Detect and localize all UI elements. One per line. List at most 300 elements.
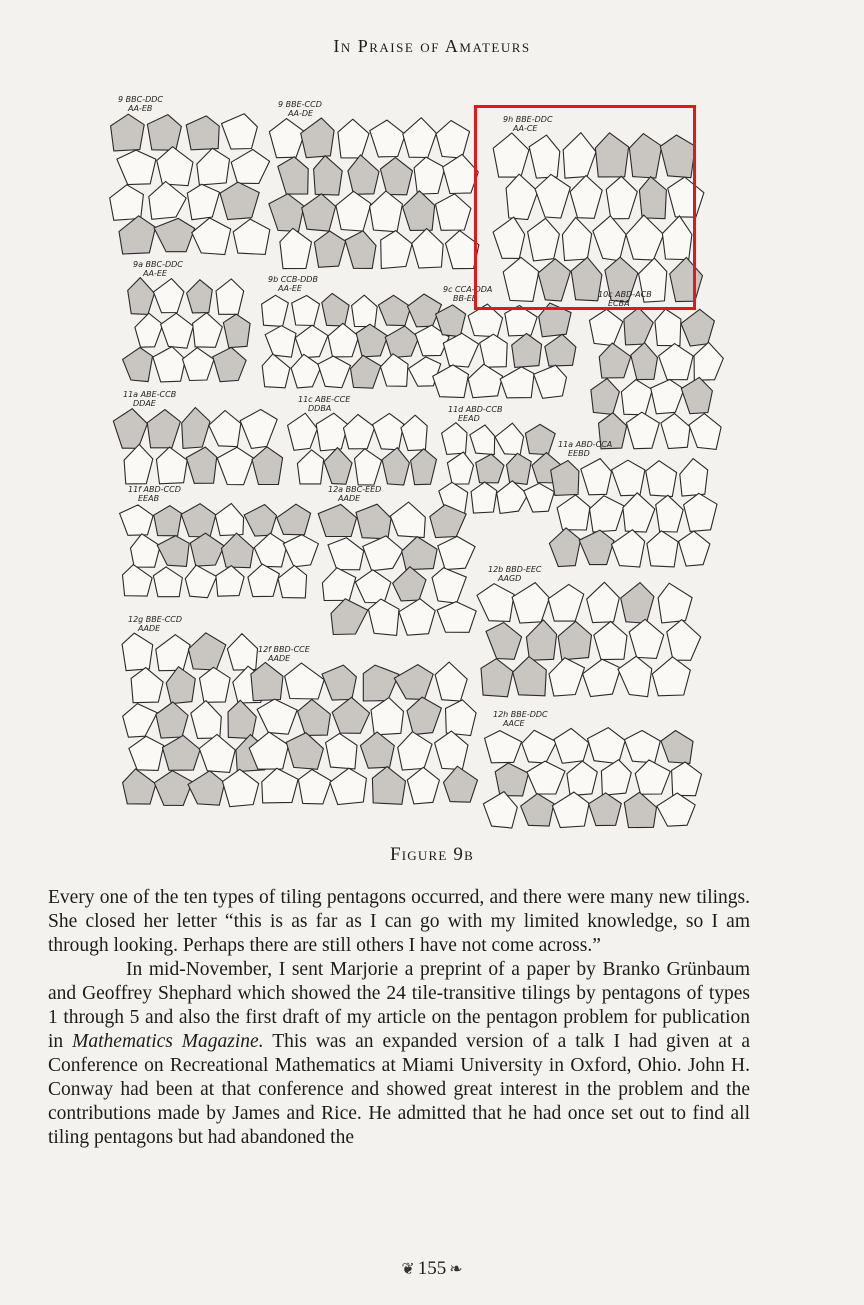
pentagon-tile xyxy=(652,657,690,696)
pentagon-tile xyxy=(302,194,336,231)
pentagon-tile xyxy=(249,732,288,769)
pentagon-tile xyxy=(438,536,475,569)
pentagon-tile xyxy=(301,118,334,158)
pentagon-tile xyxy=(512,334,542,368)
pentagon-tile xyxy=(123,704,158,738)
pentagon-tile xyxy=(549,528,580,567)
pentagon-tile xyxy=(314,156,343,195)
pentagon-tile xyxy=(318,504,356,536)
pentagon-tile xyxy=(240,410,277,449)
pentagon-tile xyxy=(393,567,426,601)
panel-label: 9 BBE-CCD xyxy=(278,100,322,109)
pentagon-tile xyxy=(157,147,193,186)
pentagon-tile xyxy=(182,408,210,449)
tiling-panel xyxy=(123,260,251,382)
pentagon-tile xyxy=(647,531,678,567)
panel-label: 12f BBD-CCE xyxy=(258,645,310,654)
pentagon-tile xyxy=(244,505,276,537)
pentagon-tile xyxy=(656,495,684,532)
pentagon-tile xyxy=(222,114,258,149)
pentagon-tile xyxy=(154,279,184,313)
pentagon-tile xyxy=(435,731,468,770)
pentagon-tile xyxy=(444,766,478,802)
pentagon-tile xyxy=(269,119,305,158)
journal-title: Mathematics Magazine. xyxy=(72,1031,264,1052)
pentagon-tile xyxy=(525,424,555,454)
pentagon-tile xyxy=(399,599,435,636)
panel-label-code: EEBD xyxy=(568,449,590,458)
pentagon-tile xyxy=(591,379,620,415)
pentagon-tile xyxy=(181,504,216,537)
panel-label-code: DDBA xyxy=(308,404,332,413)
pentagon-tile xyxy=(283,535,318,567)
panel-label: 12h BBE-DDC xyxy=(493,710,548,719)
pentagon-tile xyxy=(398,732,432,770)
pentagon-tile xyxy=(188,633,225,670)
pentagon-tile xyxy=(681,377,712,413)
pentagon-tile xyxy=(403,118,437,158)
pentagon-tile xyxy=(187,280,213,313)
pentagon-tile xyxy=(590,496,625,532)
pentagon-tile xyxy=(631,343,658,380)
pentagon-tile xyxy=(330,768,367,804)
pentagon-tile xyxy=(372,767,405,805)
pentagon-tile xyxy=(123,565,153,597)
pentagon-tile xyxy=(147,410,180,448)
pentagon-tile xyxy=(153,567,182,597)
pentagon-tile xyxy=(447,452,473,484)
pentagon-tile xyxy=(500,367,534,398)
pentagon-tile xyxy=(220,182,259,220)
pentagon-tile xyxy=(432,568,466,603)
pentagon-tile xyxy=(262,354,290,388)
tiling-panel xyxy=(549,440,717,567)
pentagon-tile xyxy=(401,415,427,450)
pentagon-tile xyxy=(216,279,244,314)
pentagon-tile xyxy=(352,295,378,326)
pentagon-tile xyxy=(659,344,694,380)
pentagon-tile xyxy=(161,313,194,348)
pentagon-tile xyxy=(623,493,655,532)
pentagon-tile xyxy=(322,293,349,326)
pentagon-tile xyxy=(579,530,614,565)
pentagon-tile xyxy=(370,191,403,232)
pentagon-tile xyxy=(288,413,318,450)
pentagon-tile xyxy=(338,119,369,158)
pentagon-tile xyxy=(626,412,659,449)
pentagon-tile xyxy=(495,423,523,455)
pentagon-tile xyxy=(548,584,584,621)
pentagon-tile xyxy=(581,459,612,495)
tiling-panel xyxy=(122,615,270,807)
pentagon-tile xyxy=(621,583,654,624)
pentagon-tile xyxy=(601,760,631,796)
pentagon-tile xyxy=(661,414,690,449)
pentagon-tile xyxy=(667,620,701,661)
pentagon-tile xyxy=(227,634,257,670)
pentagon-tile xyxy=(486,623,522,660)
pentagon-tile xyxy=(209,411,241,447)
pentagon-tile xyxy=(187,184,219,219)
pentagon-tile xyxy=(185,565,216,598)
pentagon-tile xyxy=(554,728,589,763)
pentagon-tile xyxy=(191,701,222,739)
pentagon-tile xyxy=(186,447,216,483)
panel-label: 12a BBC-EED xyxy=(328,485,382,494)
panel-label: 9 BBC-DDC xyxy=(118,95,163,104)
pentagon-tile xyxy=(407,697,441,735)
panel-label: 9h BBE-DDC xyxy=(503,115,553,124)
pentagon-tile xyxy=(166,667,195,704)
pentagon-tile xyxy=(394,665,433,700)
pentagon-tile xyxy=(356,504,391,539)
pentagon-tile xyxy=(217,447,253,484)
pentagon-tile xyxy=(381,354,409,387)
tiling-panel xyxy=(113,390,282,485)
pentagon-tile xyxy=(589,793,622,826)
panel-label: 9c CCA-DDA xyxy=(443,285,493,294)
pentagon-tile xyxy=(587,582,620,622)
left-leaf-ornament-icon: ❦ xyxy=(401,1261,415,1278)
pentagon-tile xyxy=(689,414,721,450)
pentagon-tile xyxy=(681,309,714,346)
pentagon-tile xyxy=(624,792,656,827)
pentagon-tile xyxy=(599,343,631,378)
pentagon-tile xyxy=(157,536,189,567)
panel-label-code: AA-EB xyxy=(128,104,153,113)
pentagon-tile xyxy=(113,409,147,449)
pentagon-tile xyxy=(292,296,320,326)
pentagon-tile xyxy=(188,771,225,805)
tiling-panel xyxy=(269,100,479,269)
pentagon-tile xyxy=(122,633,153,671)
pentagon-tile xyxy=(567,761,597,796)
pentagon-tile xyxy=(131,534,161,567)
panel-label-code: AADE xyxy=(338,494,361,503)
pentagon-tile xyxy=(513,657,547,696)
pentagon-tile xyxy=(624,731,660,763)
pentagon-tile xyxy=(280,228,312,268)
pentagon-tile xyxy=(635,760,670,794)
pentagon-tile xyxy=(298,770,331,804)
pentagon-tile xyxy=(192,218,231,255)
pentagon-tile xyxy=(558,621,591,660)
pentagon-tile xyxy=(131,668,163,703)
pentagon-tile xyxy=(265,326,296,358)
pentagon-tile xyxy=(186,116,219,150)
pentagon-tile xyxy=(355,449,382,485)
pentagon-tile xyxy=(583,659,621,696)
body-text xyxy=(48,886,750,1150)
pentagon-tile xyxy=(223,769,259,806)
paragraph-2-start: In mid-November, I sent Marjorie a preprint of a paper by Branko Grünbaum and Geoffrey Shephard which showed the 24 tile-transitive tilings by pentagons of types 1 through 5 and also the first draft of my article on the pentagon problem for publication in xyxy=(48,959,750,1052)
page-number xyxy=(0,1258,864,1280)
pentagon-tile xyxy=(162,735,200,770)
pentagon-tile xyxy=(228,700,256,738)
pentagon-tile xyxy=(373,413,404,449)
pentagon-tile xyxy=(507,453,532,484)
panel-label-code: EEAB xyxy=(138,494,160,503)
pentagon-tile xyxy=(408,294,442,327)
pentagon-tile xyxy=(651,380,684,414)
panel-label: 11a ABE-CCB xyxy=(123,390,177,399)
pentagon-tile xyxy=(495,763,528,796)
pentagon-tile xyxy=(403,191,435,231)
tiling-panel xyxy=(590,290,724,449)
pentagon-tile xyxy=(153,347,186,382)
pentagon-tile xyxy=(154,218,195,251)
pentagon-tile xyxy=(612,530,645,567)
pentagon-tile xyxy=(380,157,412,194)
pentagon-tile xyxy=(436,194,471,230)
pentagon-tile xyxy=(368,599,399,635)
tiling-panel xyxy=(110,95,270,255)
pentagon-tile xyxy=(111,114,145,151)
pentagon-tile xyxy=(446,700,477,736)
pentagon-tile xyxy=(156,702,188,738)
pentagon-tile xyxy=(221,533,253,568)
pentagon-tile xyxy=(483,792,517,828)
pentagon-tile xyxy=(182,348,214,381)
panel-label-code: AA-CE xyxy=(513,124,538,133)
pentagon-tile xyxy=(480,334,508,367)
pentagon-tile xyxy=(534,365,567,398)
pentagon-tile xyxy=(588,728,626,764)
pentagon-tile xyxy=(223,314,250,348)
pentagon-tile xyxy=(545,334,576,366)
tiling-panel xyxy=(262,275,450,388)
pentagon-tile xyxy=(381,231,412,269)
pentagon-tile xyxy=(297,450,323,484)
tiling-panel xyxy=(477,565,701,697)
pentagon-tile xyxy=(694,342,723,380)
pentagon-tile xyxy=(549,658,585,696)
pentagon-tile xyxy=(481,659,513,697)
pentagon-tile xyxy=(390,502,425,537)
pentagon-tile xyxy=(197,148,230,185)
pentagon-tile xyxy=(658,583,692,623)
pentagon-tile xyxy=(470,425,495,455)
panel-label-code: AA-DE xyxy=(288,109,314,118)
pentagon-tile xyxy=(512,583,549,623)
pentagon-tile xyxy=(129,736,164,770)
pentagon-tile xyxy=(117,150,156,185)
pentagon-tile xyxy=(128,278,155,315)
pentagon-tile xyxy=(149,182,186,220)
pentagon-tile xyxy=(624,308,653,345)
pentagon-tile xyxy=(295,325,328,358)
panel-label-code: BB-EE xyxy=(453,294,477,303)
pentagon-tile xyxy=(471,482,497,513)
highlight-box xyxy=(474,105,696,310)
pentagon-tile xyxy=(407,767,439,804)
pentagon-tile xyxy=(328,323,359,357)
pentagon-tile xyxy=(123,769,156,804)
panel-label: 9b CCB-DDB xyxy=(268,275,318,284)
tiling-panel xyxy=(483,710,701,828)
pentagon-tile xyxy=(215,504,243,536)
pentagon-tile xyxy=(262,295,289,326)
pentagon-tile xyxy=(524,483,555,512)
pentagon-tile xyxy=(252,447,283,485)
pentagon-tile xyxy=(435,662,467,701)
pentagon-tile xyxy=(262,768,298,803)
pentagon-tile xyxy=(356,324,388,357)
pentagon-tile xyxy=(412,229,443,269)
panel-label: 11d ABD-CCB xyxy=(448,405,503,414)
pentagon-tile xyxy=(661,731,693,764)
pentagon-tile xyxy=(332,697,369,733)
pentagon-tile xyxy=(437,602,476,633)
pentagon-tile xyxy=(442,423,467,455)
pentagon-tile xyxy=(200,667,231,702)
pentagon-tile xyxy=(331,599,368,635)
pentagon-tile xyxy=(522,730,557,763)
pentagon-tile xyxy=(355,570,391,603)
pentagon-tile xyxy=(216,566,244,597)
pentagon-tile xyxy=(324,448,352,485)
pentagon-tile xyxy=(684,493,717,531)
pentagon-tile xyxy=(248,564,280,597)
pentagon-tile xyxy=(411,449,437,485)
pentagon-tile xyxy=(557,495,590,530)
pentagon-tile xyxy=(291,354,321,388)
paragraph-1: Every one of the ten types of tiling pentagons occurred, and there were many new tilings. She closed her letter “this is as far as I can go with my limited knowledge, so I am through looking. Perhaps there are still others I have not come across.” xyxy=(48,887,750,956)
panel-label-code: AA-EE xyxy=(278,284,302,293)
pentagon-tile xyxy=(120,505,154,535)
pentagon-tile xyxy=(156,447,187,484)
pentagon-tile xyxy=(322,568,355,601)
pentagon-tile xyxy=(344,415,375,449)
panel-label: 10c ABD-ACB xyxy=(598,290,652,299)
pentagon-tile xyxy=(680,459,708,496)
pentagon-tile xyxy=(360,732,394,768)
pentagon-tile xyxy=(526,620,556,660)
pentagon-tile xyxy=(629,619,664,658)
pentagon-tile xyxy=(156,635,190,671)
panel-label: 9a BBC-DDC xyxy=(133,260,183,269)
pentagon-tile xyxy=(124,444,153,484)
paragraph-2-end: This was an expanded version of a talk I had given at a Conference on Recreational Mathematics at Miami University in Oxford, Ohio. John H. Conway had been at that conference and showed great interest in the problem and the contributions made by James and Rice. He admitted that he had once set out to find all tiling pentagons but had abandoned the xyxy=(48,1031,750,1148)
pentagon-tile xyxy=(348,155,379,194)
pentagon-tile xyxy=(314,231,345,267)
tiling-panel xyxy=(288,395,437,485)
pentagon-tile xyxy=(363,536,403,571)
pentagon-tile xyxy=(485,731,522,763)
pentagon-tile xyxy=(443,154,479,193)
pentagon-tile xyxy=(119,216,156,254)
pentagon-tile xyxy=(285,663,325,699)
pentagon-tile xyxy=(269,194,304,232)
pentagon-tile xyxy=(370,120,406,157)
panel-label: 11c ABE-CCE xyxy=(298,395,351,404)
pentagon-tile xyxy=(679,531,710,566)
pentagon-tile xyxy=(402,537,437,570)
panel-label: 11a ABD-CCA xyxy=(558,440,613,449)
pentagon-tile xyxy=(476,454,504,483)
panel-label-code: EEAD xyxy=(458,414,480,423)
right-leaf-ornament-icon: ❧ xyxy=(449,1261,463,1278)
pentagon-tile xyxy=(621,380,652,415)
panel-label-code: DDAE xyxy=(133,399,156,408)
tiling-panel xyxy=(318,485,476,635)
pentagon-tile xyxy=(351,355,381,388)
pentagon-tile xyxy=(123,348,153,382)
pentagon-tile xyxy=(655,309,681,346)
pentagon-tile xyxy=(385,326,419,358)
pentagon-tile xyxy=(213,347,246,381)
pentagon-tile xyxy=(590,309,623,345)
pentagon-tile xyxy=(646,461,677,497)
pentagon-tile xyxy=(286,733,323,770)
pentagon-tile xyxy=(154,506,182,536)
pentagon-tile xyxy=(318,356,351,388)
pentagon-tile xyxy=(371,698,404,735)
pentagon-tile xyxy=(468,364,502,398)
pentagon-tile xyxy=(414,157,445,194)
pentagon-tile xyxy=(298,699,331,735)
running-head: In Praise of Amateurs xyxy=(333,36,531,56)
pentagon-tile xyxy=(190,533,224,566)
pentagon-tile xyxy=(193,313,223,348)
pentagon-tile xyxy=(657,793,695,826)
pentagon-tile xyxy=(328,538,364,570)
pentagon-tile xyxy=(257,699,297,734)
panel-label-code: AA-EE xyxy=(143,269,167,278)
panel-label-code: AADE xyxy=(268,654,291,663)
pentagon-tile xyxy=(618,656,652,696)
pentagon-tile xyxy=(672,762,702,796)
panel-label: 11f ABD-CCD xyxy=(128,485,181,494)
pentagon-tile xyxy=(278,157,308,194)
pentagon-tile xyxy=(233,219,270,254)
pentagon-tile xyxy=(345,231,376,269)
pentagon-tile xyxy=(527,761,565,794)
panel-label: 12g BBE-CCD xyxy=(128,615,183,624)
pentagon-tile xyxy=(147,115,181,151)
pentagon-tile xyxy=(378,295,410,325)
pentagon-tile xyxy=(231,150,269,184)
pentagon-tile xyxy=(110,185,144,221)
pentagon-tile xyxy=(552,792,589,827)
pentagon-tile xyxy=(154,771,192,806)
pentagon-tile xyxy=(594,621,627,659)
pentagon-tile xyxy=(316,413,348,451)
panel-label-code: AACE xyxy=(503,719,525,728)
page-number-text: 155 xyxy=(417,1258,447,1279)
pentagon-tile xyxy=(336,191,371,231)
pentagon-tile xyxy=(612,460,645,496)
panel-label-code: ECBA xyxy=(608,299,630,308)
pentagon-tile xyxy=(521,794,554,826)
pentagon-tile xyxy=(505,306,537,336)
pentagon-tile xyxy=(199,735,235,773)
panel-label: 12b BBD-EEC xyxy=(488,565,542,574)
paragraph-2 xyxy=(48,958,750,1150)
pentagon-tile xyxy=(477,584,514,622)
figure-caption: Figure 9b xyxy=(389,844,474,865)
pentagon-tile xyxy=(363,665,399,701)
pentagon-tile xyxy=(497,481,528,514)
pentagon-tile xyxy=(322,665,356,700)
panel-label-code: AAGD xyxy=(498,574,522,583)
pentagon-tile xyxy=(277,504,311,535)
tiling-panel xyxy=(120,485,319,598)
pentagon-tile xyxy=(436,121,470,159)
pentagon-tile xyxy=(254,533,287,567)
pentagon-tile xyxy=(278,566,307,598)
tiling-panel xyxy=(249,645,477,805)
